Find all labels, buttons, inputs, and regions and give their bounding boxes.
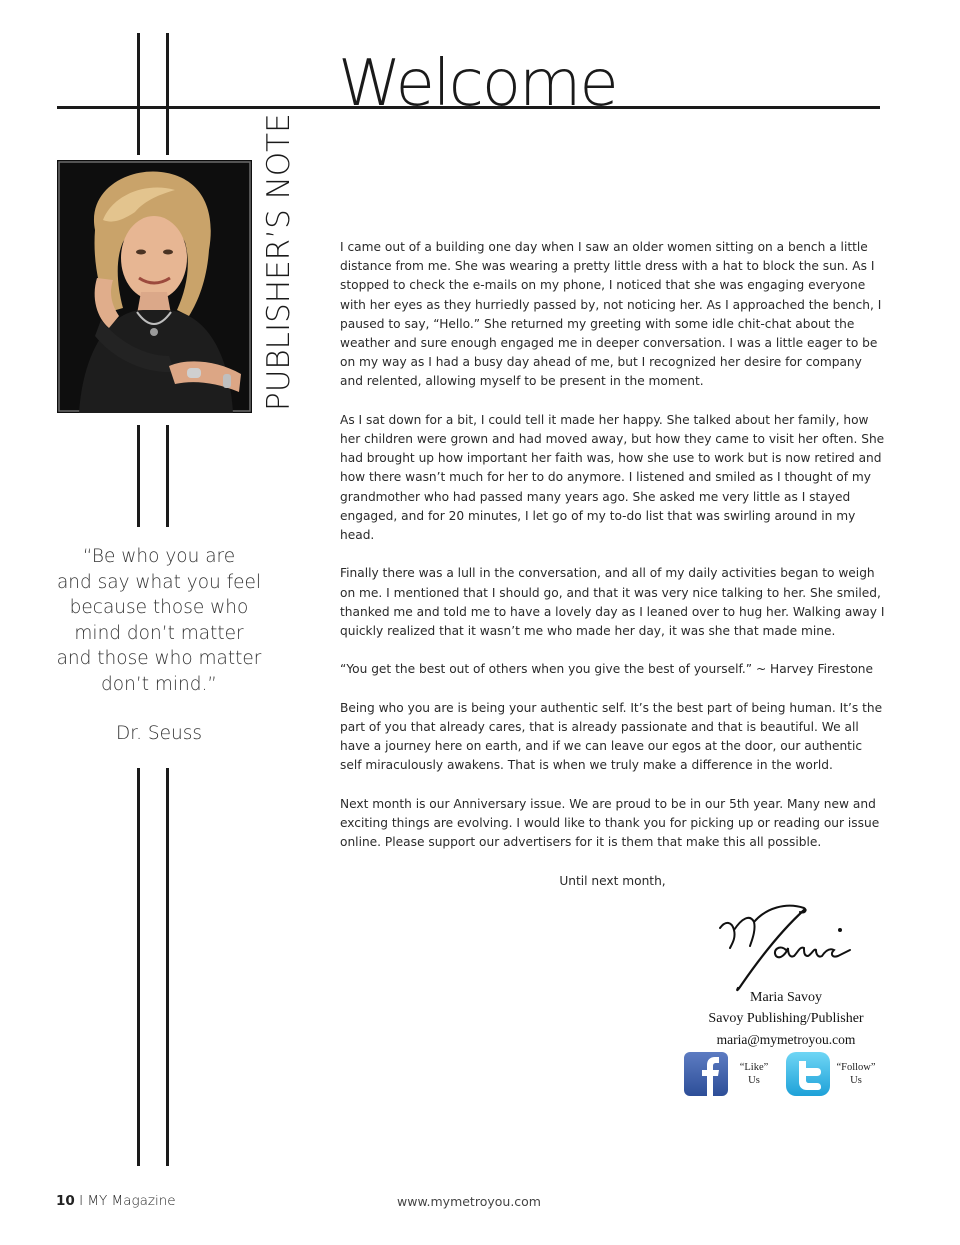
twitter-link[interactable] [786,1052,876,1096]
magazine-name: MY Magazine [87,1193,176,1209]
letter-closing: Until next month, [559,873,666,888]
facebook-label-line: Us [748,1075,760,1086]
handwritten-signature [712,900,857,995]
quote-line: mind don’t matter [74,622,244,644]
publisher-role: Savoy Publishing/Publisher [708,1011,864,1026]
quote-line: because those who [69,597,249,618]
divider-line [137,33,140,155]
quote-line: “Be who you are [82,546,236,567]
pull-quote [56,544,262,747]
section-label: PUBLISHER’S NOTE [261,113,297,411]
footer-url[interactable]: www.mymetroyou.com [397,1194,541,1209]
signature-block [690,987,882,1050]
facebook-icon[interactable] [684,1052,728,1096]
page-title: Welcome [338,47,617,121]
publisher-email[interactable]: maria@mymetroyou.com [716,1032,856,1047]
letter-body [340,238,885,910]
page-number: 10 [56,1193,75,1209]
letter-paragraph: Next month is our Anniversary issue. We are proud to be in our 5th year. Many new and exciting things are evolving. I would like to thank you for picking up or reading our issue online. Please support our advertisers for it is them that make this all possible. [340,796,880,850]
facebook-label-line: “Like” [739,1062,769,1073]
quote-line: and say what you feel [56,571,262,593]
divider-line [137,768,140,1166]
publisher-photo [57,160,252,413]
facebook-link[interactable] [684,1052,774,1096]
page-footer [56,1193,176,1209]
letter-paragraph: Being who you are is being your authentic self. It’s the best part of being human. It’s the part of you that already cares, that is already passionate and that is beautiful. We all have a journey here on earth, and if we can leave our egos at the door, our authentic self miraculously awakens. That is when we truly make a difference in the world. [340,700,883,773]
quote-author: Dr. Seuss [115,723,203,744]
letter-paragraph: “You get the best out of others when you give the best of yourself.” ~ Harvey Firestone [340,662,874,677]
divider-line [166,33,169,155]
twitter-label [836,1061,876,1087]
letter-paragraph: As I sat down for a bit, I could tell it made her happy. She talked about her family, how her children were grown and had moved away, but how they came to visit her often. She had brought up how important her faith was, how she use to work but is now retired and how there wasn’t much for her to do anymore. I listened and smiled as I thought of my grandmother who had passed many years ago. She asked me very little as I stayed engaged, and for 20 minutes, I let go of my to-do list that was swirling around in my head. [340,412,885,543]
twitter-label-line: “Follow” [836,1062,876,1073]
facebook-label [734,1061,774,1087]
divider-line [166,425,169,527]
divider-line [166,768,169,1166]
letter-paragraph: I came out of a building one day when I saw an older women sitting on a bench a little distance from me. She was wearing a pretty little dress with a hat to block the sun. As I stopped to check the e-mails on my phone, I noticed that she was engaging everyone with her eyes as they hurriedly passed by, not noticing her. As I approached the bench, I paused to say, “Hello.” She returned my greeting with some idle chit-chat about the weather and sure enough engaged me in deeper conversation. I was a little eager to be on my way as I had a busy day ahead of me, but I recognized her desire for company and relented, allowing myself to be present in the moment. [340,240,882,389]
footer-separator: I [79,1193,84,1209]
twitter-label-line: Us [850,1075,862,1086]
divider-line [137,425,140,527]
publisher-name: Maria Savoy [750,990,822,1005]
twitter-icon[interactable] [786,1052,830,1096]
quote-line: don’t mind.” [101,673,217,695]
quote-line: and those who matter [56,648,262,669]
letter-paragraph: Finally there was a lull in the conversation, and all of my daily activities began to weigh on me. I mentioned that I should go, and that it was very nice talking to her. She smiled, thanked me and told me to have a lovely day as I leaned over to hug her. Walking away I quickly realized that it wasn’t me who made her day, it was she that made mine. [340,566,885,639]
